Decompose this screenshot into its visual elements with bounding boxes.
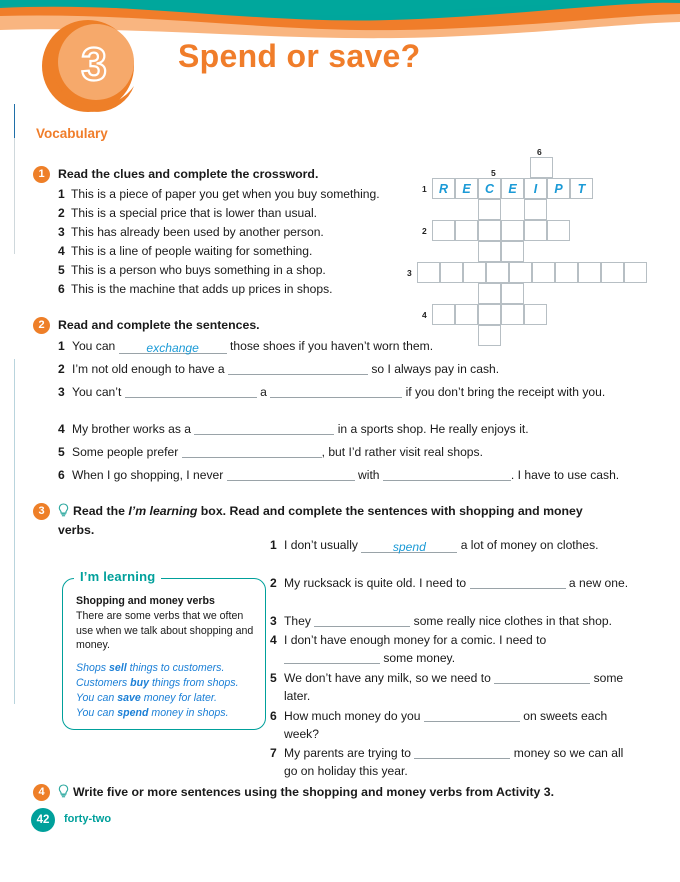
crossword-cell[interactable] [524, 199, 547, 220]
answer-blank[interactable] [470, 576, 566, 589]
crossword-cell[interactable] [601, 262, 624, 283]
crossword-cell[interactable] [501, 304, 524, 325]
page-number-badge: 42 [31, 808, 55, 832]
activity-2-heading: Read and complete the sentences. [58, 318, 260, 332]
clue-5 [58, 262, 428, 280]
clue-6-number: 6 [58, 282, 65, 296]
activity-2-item-1 [58, 337, 638, 355]
item-text-post: some later. [284, 671, 624, 704]
item-text-pre: You can’t [72, 385, 122, 399]
item-number: 2 [58, 362, 65, 376]
answer-blank[interactable] [314, 614, 410, 627]
item-number: 4 [58, 422, 65, 436]
item-text-post: in a sports shop. He really enjoys it. [337, 422, 529, 436]
clue-4-number: 4 [58, 244, 65, 258]
crossword-cell[interactable]: I [524, 178, 547, 199]
crossword-cell[interactable] [501, 220, 524, 241]
activity-1-heading: Read the clues and complete the crossword. [58, 167, 319, 181]
item-text-pre: When I go shopping, I never [72, 468, 224, 482]
example-text-a: Shops [76, 662, 109, 675]
crossword-col-5-number: 5 [491, 168, 496, 178]
crossword-row-1-number: 1 [422, 184, 427, 194]
item-text-pre: You can [72, 339, 116, 353]
example-line [76, 661, 256, 676]
clue-5-number: 5 [58, 263, 65, 277]
crossword-cell[interactable] [555, 262, 578, 283]
activity-3-item-2 [270, 574, 638, 592]
clue-2-text: This is a special price that is lower than usual. [71, 206, 318, 220]
example-text-a: Customers [76, 677, 131, 690]
activity-3-item-6 [270, 707, 638, 743]
item-text-post: those shoes if you haven’t worn them. [230, 339, 434, 353]
crossword-cell[interactable] [417, 262, 440, 283]
clue-2 [58, 205, 428, 223]
clue-1-text: This is a piece of paper you get when you buy something. [71, 187, 380, 201]
item-text-pre: I’m not old enough to have a [72, 362, 225, 376]
answer-blank[interactable] [194, 422, 334, 435]
item-text-pre: We don’t have any milk, so we need to [284, 671, 491, 685]
section-label: Vocabulary [36, 126, 108, 141]
im-learning-title: I’m learning [74, 569, 161, 584]
activity-3-item-3 [270, 612, 638, 630]
crossword-cell[interactable] [524, 220, 547, 241]
clue-6-text: This is the machine that adds up prices in shops. [71, 282, 333, 296]
example-line [76, 676, 256, 691]
activity-4-heading [58, 784, 658, 803]
activity-2-item-6 [58, 466, 638, 484]
crossword-cell[interactable] [501, 283, 524, 304]
example-verb: save [117, 692, 141, 705]
clue-4 [58, 243, 428, 261]
crossword-grid[interactable] [407, 146, 645, 336]
item-text-pre: My parents are trying to [284, 746, 412, 760]
crossword-cell[interactable]: E [455, 178, 478, 199]
example-text-a: You can [76, 692, 118, 705]
crossword-cell[interactable] [530, 157, 553, 178]
answer-blank[interactable] [227, 468, 355, 481]
activity-3-item-5 [270, 669, 638, 705]
crossword-cell[interactable]: R [432, 178, 455, 199]
crossword-cell[interactable] [455, 304, 478, 325]
item-number: 5 [58, 445, 65, 459]
activity-3-number: 3 [33, 503, 50, 520]
item-text-post: . I have to use cash. [510, 468, 620, 482]
example-line [76, 691, 256, 706]
crossword-cell[interactable] [624, 262, 647, 283]
answer-blank[interactable] [284, 651, 380, 664]
clue-6 [58, 281, 428, 299]
item-text-pre: I don’t usually [284, 538, 358, 552]
item-text-mid: with [358, 468, 380, 482]
crossword-cell[interactable] [478, 220, 501, 241]
im-learning-examples [76, 661, 256, 721]
heading-part-1: Read the [73, 504, 129, 518]
item-number: 1 [58, 339, 65, 353]
item-text-pre: How much money do you [284, 709, 421, 723]
item-text-post: , but I’d rather visit real shops. [321, 445, 483, 459]
crossword-cell[interactable] [463, 262, 486, 283]
crossword-cell[interactable] [509, 262, 532, 283]
activity-2-item-4 [58, 420, 638, 438]
example-line [76, 706, 256, 721]
im-learning-box [62, 569, 266, 730]
crossword-cell[interactable] [478, 199, 501, 220]
answer-blank[interactable] [494, 671, 590, 684]
example-verb: buy [130, 677, 150, 690]
activity-3-item-7 [270, 744, 638, 780]
clue-5-text: This is a person who buys something in a shop. [71, 263, 326, 277]
example-text-b: things from shops. [149, 677, 239, 690]
answer-blank-filled[interactable]: exchange [119, 339, 227, 354]
crossword-cell[interactable] [501, 241, 524, 262]
answer-blank[interactable] [270, 385, 402, 398]
item-number: 1 [270, 538, 277, 552]
page-number-word: forty-two [64, 813, 112, 825]
activity-2-item-5 [58, 443, 638, 461]
clue-4-text: This is a line of people waiting for something. [71, 244, 313, 258]
item-text-post: a lot of money on clothes. [460, 538, 599, 552]
answer-blank[interactable] [125, 385, 257, 398]
item-number: 2 [270, 576, 277, 590]
item-text-pre: My rucksack is quite old. I need to [284, 576, 467, 590]
activity-2-item-3 [58, 383, 638, 401]
heading-part-2: box. Read and complete the sentences with shopping and money verbs. [58, 504, 583, 537]
item-text-post: if you don’t bring the receipt with you. [405, 385, 606, 399]
item-number: 4 [270, 633, 277, 647]
item-number: 3 [58, 385, 65, 399]
answer-blank[interactable] [383, 468, 511, 481]
clue-3-number: 3 [58, 225, 65, 239]
item-text-post: some money. [383, 651, 456, 666]
item-text-post: some really nice clothes in that shop. [413, 614, 612, 628]
crossword-cell[interactable] [486, 262, 509, 283]
activity-3-heading [58, 503, 618, 538]
heading-italic: I’m learning [128, 504, 198, 518]
crossword-cell[interactable]: C [478, 178, 501, 199]
crossword-row-3-number: 3 [407, 268, 412, 278]
item-number: 7 [270, 746, 277, 760]
example-verb: spend [117, 707, 149, 720]
activity-4-number: 4 [33, 784, 50, 801]
activity-2-item-2 [58, 360, 638, 378]
crossword-cell[interactable] [524, 304, 547, 325]
crossword-cell[interactable]: P [547, 178, 570, 199]
item-text-pre: My brother works as a [72, 422, 191, 436]
crossword-cell[interactable] [455, 220, 478, 241]
page-edge-rule [14, 104, 15, 839]
item-text-pre: Some people prefer [72, 445, 179, 459]
answer-blank[interactable] [182, 445, 322, 458]
im-learning-content [76, 594, 256, 721]
crossword-col-6-number: 6 [537, 147, 542, 157]
unit-number: 3 [81, 38, 107, 90]
unit-badge [36, 18, 146, 118]
crossword-row-2-number: 2 [422, 226, 427, 236]
item-text-post: money so we can all go on holiday this year. [284, 746, 624, 779]
im-learning-subtitle: Shopping and money verbs [76, 595, 215, 607]
example-verb: sell [108, 662, 127, 675]
crossword-cell[interactable] [478, 283, 501, 304]
crossword-cell[interactable] [547, 220, 570, 241]
item-number: 6 [58, 468, 65, 482]
example-text-b: money in shops. [148, 707, 229, 720]
example-text-a: You can [76, 707, 118, 720]
item-number: 6 [270, 709, 277, 723]
activity-4-heading-text: Write five or more sentences using the shopping and money verbs from Activity 3. [73, 785, 555, 799]
lightbulb-icon [58, 503, 69, 522]
activity-2-number: 2 [33, 317, 50, 334]
answer-blank[interactable] [424, 709, 520, 722]
crossword-cell[interactable]: E [501, 178, 524, 199]
crossword-cell[interactable] [440, 262, 463, 283]
page-title: Spend or save? [178, 38, 421, 74]
clue-3 [58, 224, 428, 242]
crossword-cell[interactable] [578, 262, 601, 283]
crossword-cell[interactable] [478, 241, 501, 262]
item-text-mid: a [260, 385, 267, 399]
clue-1-number: 1 [58, 187, 65, 201]
answer-blank[interactable] [228, 362, 368, 375]
activity-1-number: 1 [33, 166, 50, 183]
example-text-b: money for later. [140, 692, 217, 705]
crossword-row-4-number: 4 [422, 310, 427, 320]
item-text-post: so I always pay in cash. [371, 362, 500, 376]
crossword-cell[interactable] [432, 220, 455, 241]
item-text-pre: I don’t have enough money for a comic. I need to [284, 633, 547, 647]
answer-blank[interactable] [414, 746, 510, 759]
item-text-post: on sweets each week? [284, 709, 608, 742]
item-number: 5 [270, 671, 277, 685]
activity-3-item-1 [270, 536, 638, 554]
clue-2-number: 2 [58, 206, 65, 220]
crossword-cell[interactable]: T [570, 178, 593, 199]
clue-1 [58, 186, 428, 204]
item-number: 3 [270, 614, 277, 628]
item-text-post: a new one. [568, 576, 629, 590]
im-learning-body: There are some verbs that we often use when we talk about shopping and money. [76, 610, 254, 651]
activity-3-item-4 [270, 631, 638, 667]
clue-3-text: This has already been used by another person. [71, 225, 324, 239]
crossword-cell[interactable] [532, 262, 555, 283]
lightbulb-icon [58, 784, 69, 803]
example-text-b: things to customers. [126, 662, 225, 675]
crossword-cell[interactable] [478, 304, 501, 325]
item-text-pre: They [284, 614, 311, 628]
answer-blank-filled[interactable]: spend [361, 538, 457, 553]
